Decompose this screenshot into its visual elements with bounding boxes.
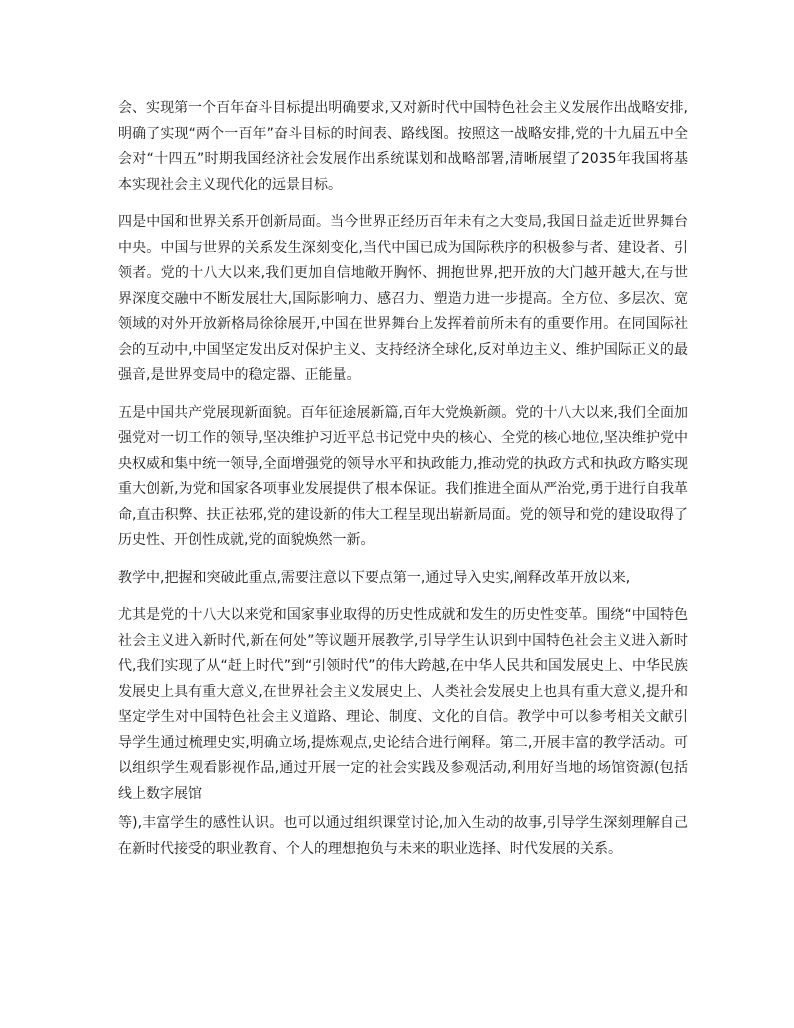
paragraph-teaching-activities: 等),丰富学生的感性认识。也可以通过组织课堂讨论,加入生动的故事,引导学生深刻理解自己在新时代接受的职业教育、个人的理想抱负与未来的职业选择、时代发展的关系。 (118, 815, 688, 857)
paragraph-strategy: 会、实现第一个百年奋斗目标提出明确要求,又对新时代中国特色社会主义发展作出战略安排,明确了实现“两个一百年”奋斗目标的时间表、路线图。按照这一战略安排,党的十九届五中全会对“十四五”时期我国经济社会发展作出系统谋划和战略部署,清晰展望了2035年我国将基本实现社会主义现代化的远景目标。 (118, 100, 688, 193)
paragraph-china-world-relations: 四是中国和世界关系开创新局面。当今世界正经历百年未有之大变局,我国日益走近世界舞台中央。中国与世界的关系发生深刻变化,当代中国已成为国际秩序的积极参与者、建设者、引领者。党的十八大以来,我们更加自信地敞开胸怀、拥抱世界,把开放的大门越开越大,在与世界深度交融中不断发展壮大,国际影响力、感召力、塑造力进一步提高。全方位、多层次、宽领域的对外开放新格局徐徐展开,中国在世界舞台上发挥着前所未有的重要作用。在同国际社会的互动中,中国坚定发出反对保护主义、支持经济全球化,反对单边主义、维护国际正义的最强音,是世界变局中的稳定器、正能量。 (118, 214, 688, 383)
document-body (118, 96, 688, 862)
paragraph-party-new-look: 五是中国共产党展现新面貌。百年征途展新篇,百年大党焕新颜。党的十八大以来,我们全面加强党对一切工作的领导,坚决维护习近平总书记党中央的核心、全党的核心地位,坚决维护党中央权威和集中统一领导,全面增强党的领导水平和执政能力,推动党的执政方式和执政方略实现重大创新,为党和国家各项事业发展提供了根本保证。我们推进全面从严治党,勇于进行自我革命,直击积弊、扶正祛邪,党的建设新的伟大工程呈现出崭新局面。党的领导和党的建设取得了历史性、开创性成就,党的面貌焕然一新。 (118, 404, 688, 548)
paragraph-teaching-details: 尤其是党的十八大以来党和国家事业取得的历史性成就和发生的历史性变革。围绕“中国特色社会主义进入新时代,新在何处”等议题开展教学,引导学生认识到中国特色社会主义进入新时代,我们实现了从“赶上时代”到“引领时代”的伟大跨越,在中华人民共和国发展史上、中华民族发展史上具有重大意义,在世界社会主义发展史上、人类社会发展史上也具有重大意义,提升和坚定学生对中国特色社会主义道路、理论、制度、文化的自信。教学中可以参考相关文献引导学生通过梳理史实,明确立场,提炼观点,史论结合进行阐释。第二,开展丰富的教学活动。可以组织学生观看影视作品,通过开展一定的社会实践及参观活动,利用好当地的场馆资源(包括线上数字展馆 (118, 607, 688, 802)
paragraph-teaching-points: 教学中,把握和突破此重点,需要注意以下要点第一,通过导入史实,阐释改革开放以来, (118, 569, 631, 586)
